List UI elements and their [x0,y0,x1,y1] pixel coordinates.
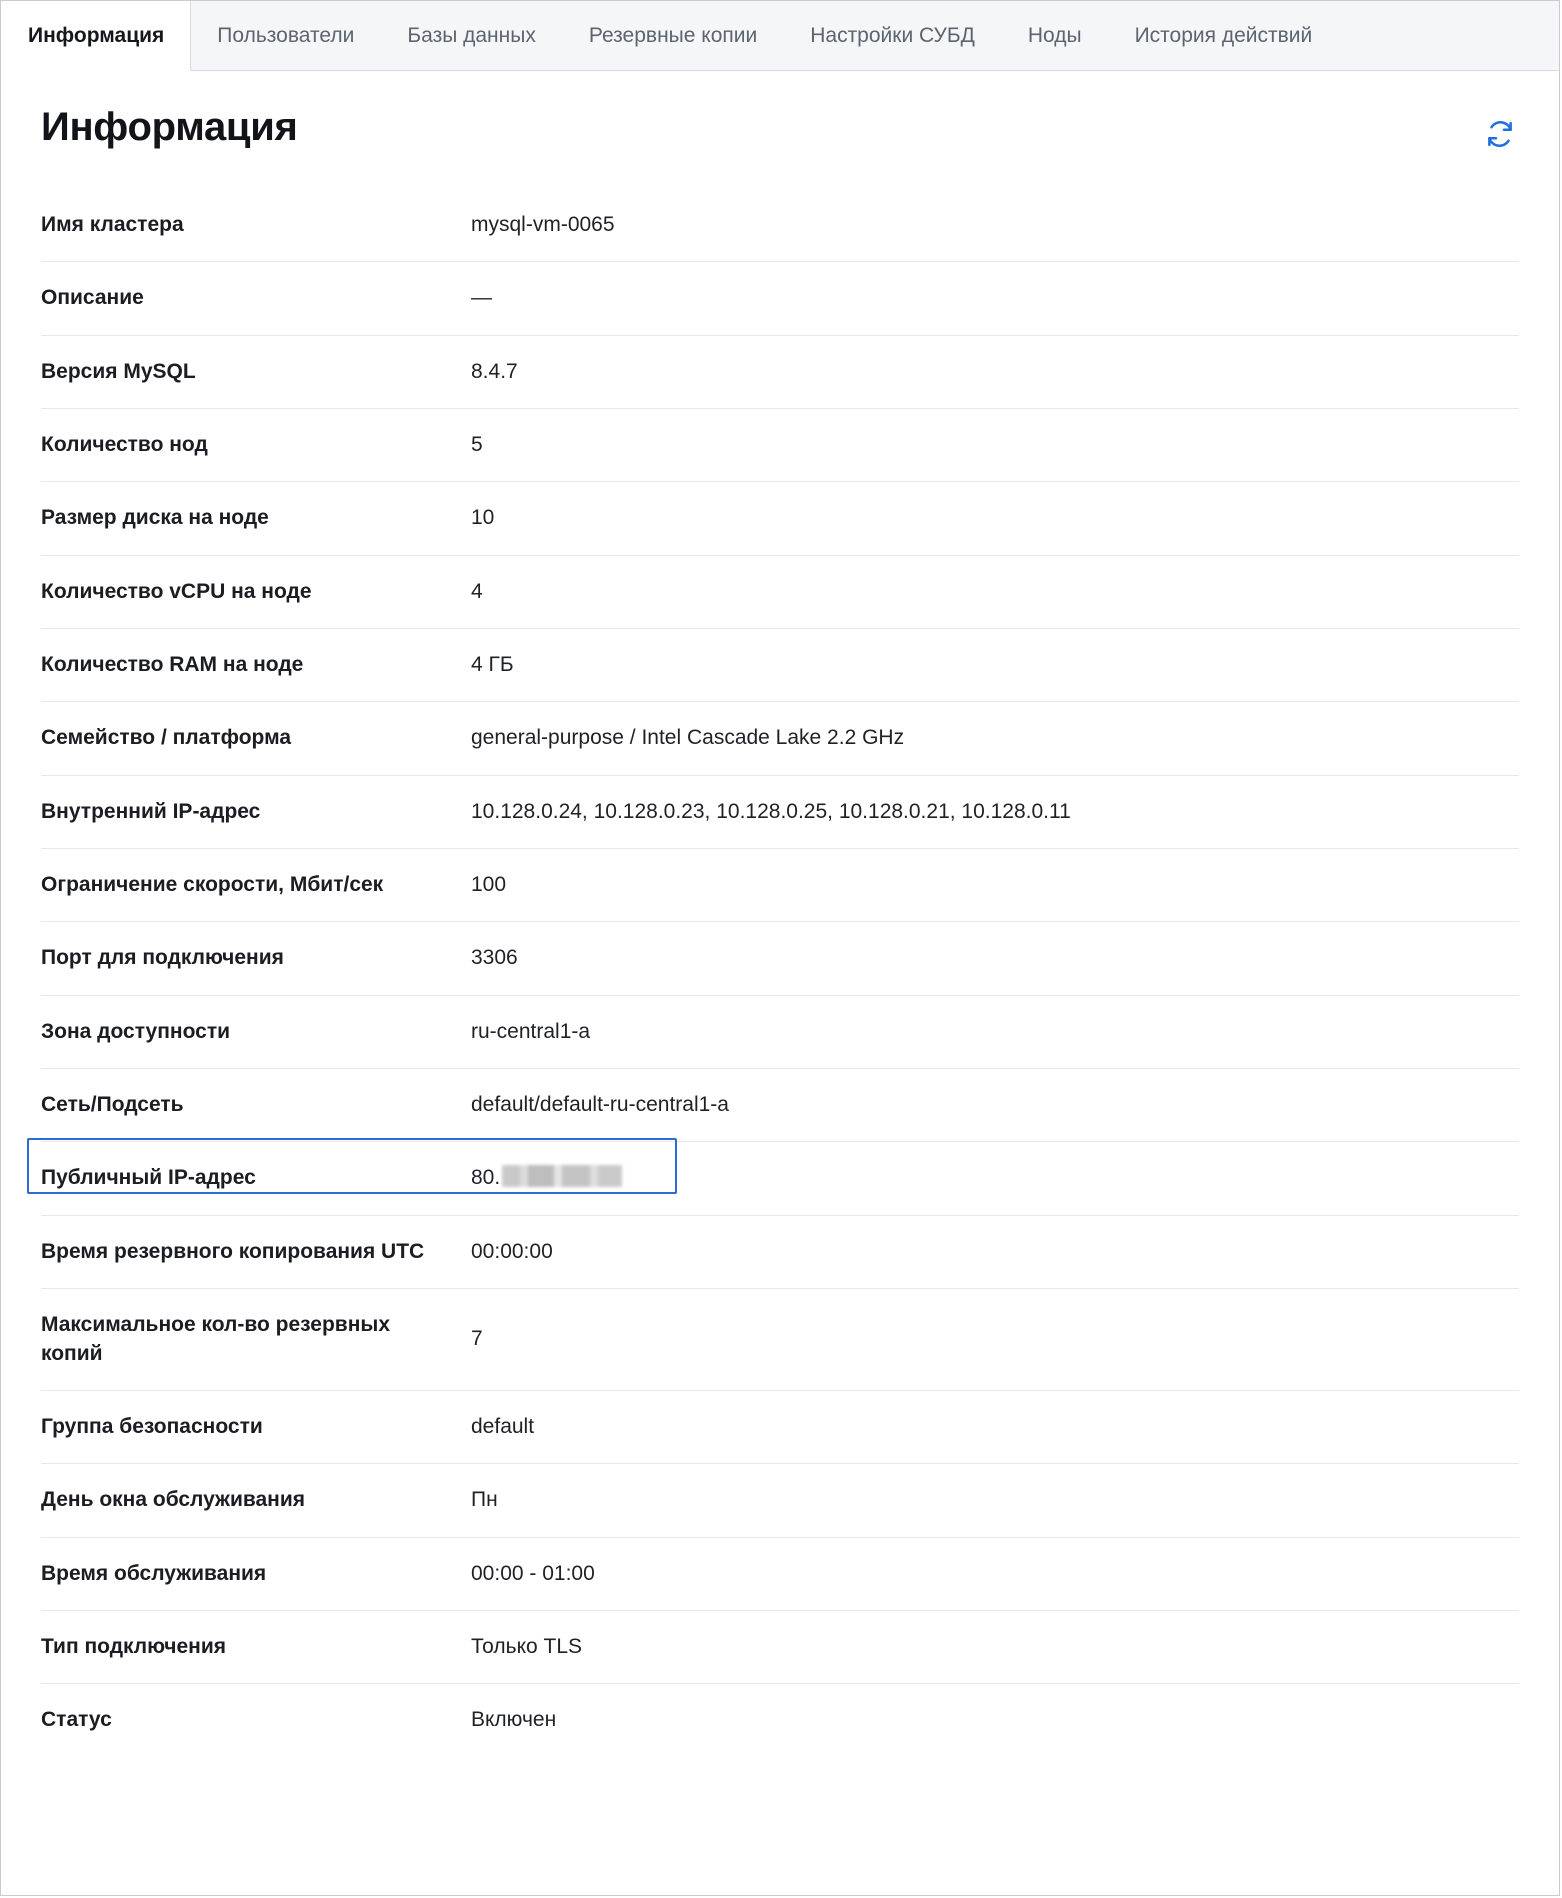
tab-label: Настройки СУБД [810,23,975,47]
tab-bar [1,1,1559,71]
row-value: 5 [471,433,483,457]
tab-label: Пользователи [217,23,355,47]
tab-istoriya-deystviy[interactable] [1109,1,1340,70]
row-key: Зона доступности [41,1019,231,1043]
row-key: Время резервного копирования UTC [41,1239,425,1263]
row-value: 3306 [471,946,518,970]
row-value: 00:00 - 01:00 [471,1561,595,1585]
table-row [41,629,1519,702]
table-row [41,702,1519,775]
row-key: Время обслуживания [41,1561,267,1585]
row-value: 10 [471,506,495,530]
row-value [471,1142,1519,1215]
row-key: Семейство / платформа [41,726,292,750]
row-value: mysql-vm-0065 [471,213,615,236]
row-key: Количество нод [41,433,208,457]
row-value: Пн [471,1488,498,1512]
row-value: default [471,1414,535,1438]
row-key: Количество vCPU на ноде [41,579,312,603]
table-row [41,1684,1519,1757]
row-value: 7 [471,1327,483,1351]
table-row [41,189,1519,262]
table-row [41,1390,1519,1463]
table-row [41,262,1519,335]
row-key: Описание [41,286,144,310]
tab-label: Информация [28,23,165,47]
tab-label: Базы данных [407,23,536,47]
table-row [41,995,1519,1068]
table-row [41,1464,1519,1537]
tab-bazy-dannyh[interactable] [381,1,563,70]
row-key: Версия MySQL [41,359,196,383]
row-key: Ограничение скорости, Мбит/сек [41,873,384,897]
tab-label: Резервные копии [588,23,758,47]
refresh-icon[interactable] [1481,115,1519,153]
row-value: 00:00:00 [471,1239,553,1263]
table-row [41,1289,1519,1391]
row-key: Внутренний IP-адрес [41,799,261,823]
tab-nody[interactable] [1002,1,1109,70]
table-row-public-ip[interactable] [41,1142,1519,1215]
row-key: День окна обслуживания [41,1488,306,1512]
table-row [41,409,1519,482]
row-value: 4 ГБ [471,653,514,677]
table-row [41,775,1519,848]
row-key: Количество RAM на ноде [41,653,304,677]
tab-nastroyki-subd[interactable] [784,1,1002,70]
table-row [41,1069,1519,1142]
table-row [41,1215,1519,1288]
row-value: 8.4.7 [471,359,518,383]
table-row [41,1537,1519,1610]
refresh-icon-svg [1485,119,1515,149]
public-ip-prefix: 80. [471,1166,501,1190]
table-row [41,335,1519,408]
row-value: default/default-ru-central1-a [471,1093,729,1117]
cluster-info-table [41,189,1519,1757]
row-key [41,1142,471,1215]
table-row [41,482,1519,555]
row-value: 100 [471,873,507,897]
row-key-label: Публичный IP-адрес [41,1166,256,1190]
tab-rezervnye-kopii[interactable] [563,1,784,70]
row-key: Порт для подключения [41,946,284,970]
table-row [41,555,1519,628]
page-header [41,105,1519,153]
content-area [1,71,1559,1895]
redacted-value [502,1165,622,1187]
tab-label: Ноды [1027,23,1082,47]
table-row [41,922,1519,995]
row-key: Размер диска на ноде [41,506,269,530]
row-key: Сеть/Подсеть [41,1093,184,1117]
tab-label: История действий [1134,23,1313,47]
row-value: general-purpose / Intel Cascade Lake 2.2 GHz [471,726,905,750]
row-key: Тип подключения [41,1634,226,1658]
row-value: — [471,286,492,310]
table-row [41,1610,1519,1683]
row-value: Только TLS [471,1634,583,1658]
row-value: 10.128.0.24, 10.128.0.23, 10.128.0.25, 10.128.0.21, 10.128.0.11 [471,799,1071,823]
row-key: Группа безопасности [41,1414,263,1438]
row-key: Максимальное кол-во резервных копий [41,1313,391,1365]
page-title: Информация [41,105,298,149]
row-value: Включен [471,1708,557,1732]
row-value: 4 [471,579,483,603]
table-row [41,849,1519,922]
row-key: Статус [41,1708,112,1732]
tab-polzovateli[interactable] [191,1,381,70]
row-key: Имя кластера [41,213,184,236]
tab-informaciya[interactable] [1,1,191,71]
row-value: ru-central1-a [471,1019,591,1043]
